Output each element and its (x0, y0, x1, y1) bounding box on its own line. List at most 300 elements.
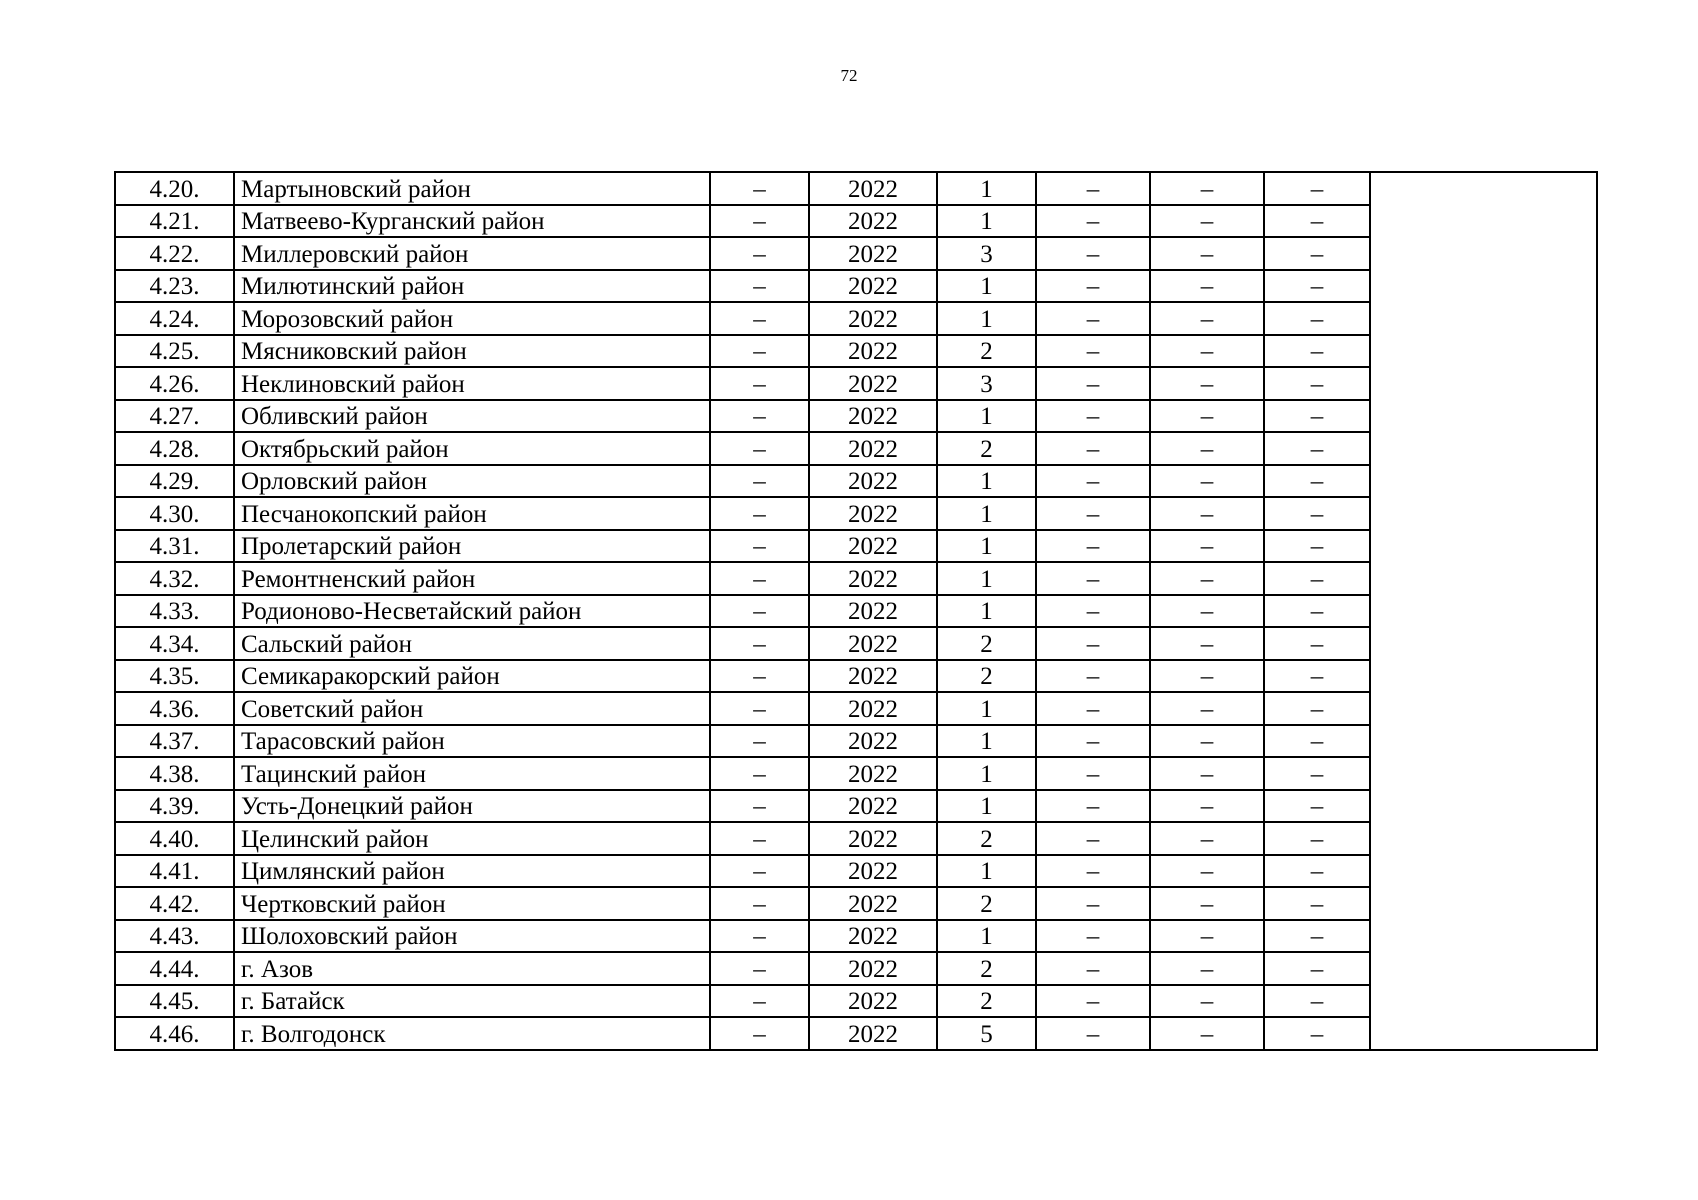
value-cell-5 (1264, 757, 1370, 790)
value-cell-3 (1036, 952, 1150, 985)
value-cell-1-text: – (753, 760, 766, 788)
value-cell-5-text: – (1310, 175, 1324, 203)
count-cell (937, 887, 1036, 920)
district-name-cell (234, 692, 710, 725)
value-cell-5 (1264, 497, 1370, 530)
value-cell-1-text: – (753, 435, 766, 463)
district-name-cell (234, 952, 710, 985)
value-cell-4 (1150, 367, 1264, 400)
value-cell-5-text: – (1310, 728, 1324, 755)
value-cell-5-text: – (1310, 403, 1324, 430)
row-number-cell-text: 4.22. (149, 240, 200, 268)
row-number-cell (115, 172, 234, 205)
value-cell-3-text: – (1086, 403, 1100, 430)
row-number-cell (115, 400, 234, 433)
value-cell-3 (1036, 855, 1150, 888)
value-cell-1 (710, 432, 809, 465)
value-cell-4 (1150, 400, 1264, 433)
year-cell (809, 335, 937, 368)
value-cell-4 (1150, 1017, 1264, 1050)
value-cell-4-text: – (1200, 500, 1214, 528)
value-cell-3 (1036, 757, 1150, 790)
row-number-cell-text: 4.20. (149, 175, 200, 203)
year-cell (809, 497, 937, 530)
value-cell-1-text: – (753, 923, 766, 950)
count-cell (937, 822, 1036, 855)
year-cell (809, 725, 937, 758)
value-cell-5 (1264, 237, 1370, 270)
value-cell-4-text: – (1200, 858, 1214, 885)
year-cell (809, 237, 937, 270)
value-cell-3 (1036, 172, 1150, 205)
value-cell-1-text: – (753, 370, 766, 398)
value-cell-5 (1264, 627, 1370, 660)
district-name-cell-text: Морозовский район (241, 305, 454, 333)
year-cell (809, 692, 937, 725)
row-number-cell-text: 4.46. (149, 1020, 200, 1048)
value-cell-4 (1150, 562, 1264, 595)
count-cell-text: 1 (980, 923, 993, 950)
value-cell-3-text: – (1086, 663, 1100, 690)
value-cell-4 (1150, 985, 1264, 1018)
value-cell-5 (1264, 790, 1370, 823)
value-cell-3 (1036, 497, 1150, 530)
value-cell-1 (710, 627, 809, 660)
row-number-cell (115, 432, 234, 465)
value-cell-1-text: – (753, 825, 766, 853)
district-name-cell (234, 790, 710, 823)
row-number-cell (115, 530, 234, 563)
district-name-cell (234, 985, 710, 1018)
count-cell-text: 2 (980, 988, 993, 1015)
value-cell-5-text: – (1310, 988, 1324, 1015)
value-cell-4 (1150, 270, 1264, 303)
value-cell-4-text: – (1200, 955, 1214, 983)
year-cell (809, 952, 937, 985)
count-cell (937, 952, 1036, 985)
value-cell-3 (1036, 692, 1150, 725)
value-cell-5-text: – (1310, 955, 1324, 983)
row-number-cell (115, 790, 234, 823)
district-name-cell-text: Чертковский район (241, 890, 446, 918)
value-cell-5-text: – (1310, 370, 1324, 398)
value-cell-4 (1150, 432, 1264, 465)
row-number-cell-text: 4.37. (149, 728, 200, 755)
value-cell-3-text: – (1086, 208, 1100, 235)
value-cell-3-text: – (1086, 988, 1100, 1015)
value-cell-4 (1150, 855, 1264, 888)
year-cell (809, 465, 937, 498)
value-cell-4-text: – (1200, 793, 1214, 820)
district-name-cell (234, 432, 710, 465)
count-cell (937, 757, 1036, 790)
year-cell-text: 2022 (848, 533, 898, 560)
district-name-cell (234, 822, 710, 855)
value-cell-3-text: – (1086, 305, 1100, 333)
row-number-cell-text: 4.36. (149, 695, 200, 723)
value-cell-1-text: – (753, 1020, 766, 1048)
row-number-cell-text: 4.35. (149, 663, 200, 690)
row-number-cell (115, 562, 234, 595)
year-cell (809, 172, 937, 205)
row-number-cell-text: 4.38. (149, 760, 200, 788)
year-cell (809, 302, 937, 335)
value-cell-1-text: – (753, 955, 766, 983)
value-cell-1 (710, 172, 809, 205)
value-cell-1 (710, 725, 809, 758)
value-cell-5-text: – (1310, 825, 1324, 853)
district-name-cell (234, 562, 710, 595)
value-cell-5-text: – (1310, 1020, 1324, 1048)
year-cell (809, 790, 937, 823)
value-cell-5-text: – (1310, 630, 1324, 658)
count-cell (937, 920, 1036, 953)
value-cell-3 (1036, 887, 1150, 920)
year-cell (809, 562, 937, 595)
year-cell-text: 2022 (848, 923, 898, 950)
row-number-cell-text: 4.34. (149, 630, 200, 658)
value-cell-1-text: – (753, 240, 766, 268)
value-cell-5 (1264, 465, 1370, 498)
count-cell (937, 367, 1036, 400)
count-cell (937, 855, 1036, 888)
value-cell-4-text: – (1200, 695, 1214, 723)
value-cell-3 (1036, 1017, 1150, 1050)
value-cell-5 (1264, 692, 1370, 725)
value-cell-5-text: – (1310, 695, 1324, 723)
value-cell-5-text: – (1310, 598, 1324, 625)
value-cell-1 (710, 270, 809, 303)
district-name-cell-text: Целинский район (241, 825, 429, 853)
value-cell-3-text: – (1086, 338, 1100, 365)
value-cell-4-text: – (1200, 403, 1214, 430)
row-number-cell (115, 335, 234, 368)
count-cell (937, 172, 1036, 205)
count-cell (937, 692, 1036, 725)
value-cell-1 (710, 952, 809, 985)
year-cell-text: 2022 (848, 630, 898, 658)
district-name-cell-text: Матвеево-Курганский район (241, 208, 545, 235)
count-cell (937, 497, 1036, 530)
count-cell-text: 1 (980, 533, 993, 560)
district-name-cell-text: Тацинский район (241, 760, 426, 788)
year-cell-text: 2022 (848, 338, 898, 365)
value-cell-5-text: – (1310, 240, 1324, 268)
count-cell-text: 1 (980, 305, 993, 333)
district-name-cell (234, 595, 710, 628)
row-number-cell (115, 692, 234, 725)
value-cell-4-text: – (1200, 760, 1214, 788)
value-cell-3 (1036, 270, 1150, 303)
year-cell (809, 1017, 937, 1050)
value-cell-5 (1264, 530, 1370, 563)
year-cell-text: 2022 (848, 728, 898, 755)
value-cell-1 (710, 367, 809, 400)
value-cell-1-text: – (753, 890, 766, 918)
value-cell-5 (1264, 302, 1370, 335)
district-name-cell (234, 757, 710, 790)
year-cell-text: 2022 (848, 858, 898, 885)
value-cell-5 (1264, 595, 1370, 628)
value-cell-5-text: – (1310, 565, 1324, 593)
count-cell-text: 2 (980, 338, 993, 365)
value-cell-5 (1264, 432, 1370, 465)
district-name-cell-text: Мартыновский район (241, 175, 471, 203)
value-cell-3-text: – (1086, 793, 1100, 820)
value-cell-4 (1150, 822, 1264, 855)
district-name-cell-text: Усть-Донецкий район (241, 793, 473, 820)
count-cell (937, 335, 1036, 368)
value-cell-5 (1264, 660, 1370, 693)
year-cell-text: 2022 (848, 500, 898, 528)
district-name-cell (234, 205, 710, 238)
value-cell-3-text: – (1086, 565, 1100, 593)
value-cell-4 (1150, 920, 1264, 953)
value-cell-5-text: – (1310, 858, 1324, 885)
value-cell-4-text: – (1200, 208, 1214, 235)
value-cell-4-text: – (1200, 728, 1214, 755)
value-cell-1 (710, 302, 809, 335)
value-cell-1 (710, 790, 809, 823)
value-cell-3 (1036, 725, 1150, 758)
count-cell-text: 2 (980, 435, 993, 463)
year-cell-text: 2022 (848, 955, 898, 983)
row-number-cell (115, 660, 234, 693)
value-cell-1 (710, 757, 809, 790)
count-cell-text: 1 (980, 208, 993, 235)
row-number-cell (115, 367, 234, 400)
district-name-cell-text: г. Батайск (241, 988, 345, 1015)
row-number-cell (115, 302, 234, 335)
district-name-cell (234, 530, 710, 563)
district-name-cell (234, 855, 710, 888)
value-cell-5 (1264, 855, 1370, 888)
value-cell-5 (1264, 725, 1370, 758)
value-cell-3-text: – (1086, 435, 1100, 463)
data-table (114, 171, 1598, 1051)
district-name-cell (234, 172, 710, 205)
value-cell-1 (710, 595, 809, 628)
row-number-cell-text: 4.39. (149, 793, 200, 820)
count-cell-text: 1 (980, 793, 993, 820)
district-name-cell-text: Песчанокопский район (241, 500, 487, 528)
count-cell (937, 530, 1036, 563)
value-cell-3-text: – (1086, 955, 1100, 983)
year-cell-text: 2022 (848, 565, 898, 593)
value-cell-5 (1264, 562, 1370, 595)
value-cell-4-text: – (1200, 273, 1214, 300)
value-cell-4-text: – (1200, 565, 1214, 593)
count-cell-text: 1 (980, 858, 993, 885)
value-cell-1-text: – (753, 663, 766, 690)
value-cell-3 (1036, 822, 1150, 855)
count-cell-text: 1 (980, 565, 993, 593)
row-number-cell (115, 985, 234, 1018)
value-cell-1 (710, 465, 809, 498)
value-cell-3-text: – (1086, 890, 1100, 918)
count-cell (937, 465, 1036, 498)
value-cell-4 (1150, 465, 1264, 498)
year-cell (809, 367, 937, 400)
year-cell-text: 2022 (848, 468, 898, 495)
district-name-cell-text: г. Волгодонск (241, 1020, 386, 1048)
value-cell-4 (1150, 692, 1264, 725)
district-name-cell-text: Цимлянский район (241, 858, 445, 885)
value-cell-5 (1264, 400, 1370, 433)
year-cell-text: 2022 (848, 1020, 898, 1048)
value-cell-1 (710, 920, 809, 953)
value-cell-4 (1150, 205, 1264, 238)
count-cell (937, 270, 1036, 303)
value-cell-3 (1036, 985, 1150, 1018)
value-cell-1-text: – (753, 695, 766, 723)
count-cell (937, 790, 1036, 823)
value-cell-4-text: – (1200, 338, 1214, 365)
count-cell (937, 1017, 1036, 1050)
value-cell-3-text: – (1086, 468, 1100, 495)
value-cell-1-text: – (753, 273, 766, 300)
count-cell-text: 1 (980, 273, 993, 300)
value-cell-1 (710, 887, 809, 920)
value-cell-5 (1264, 335, 1370, 368)
value-cell-1-text: – (753, 533, 766, 560)
table-row (115, 172, 1597, 205)
value-cell-3 (1036, 237, 1150, 270)
value-cell-3-text: – (1086, 273, 1100, 300)
value-cell-4 (1150, 627, 1264, 660)
year-cell-text: 2022 (848, 208, 898, 235)
value-cell-3-text: – (1086, 1020, 1100, 1048)
count-cell-text: 2 (980, 663, 993, 690)
year-cell-text: 2022 (848, 305, 898, 333)
count-cell (937, 205, 1036, 238)
year-cell (809, 660, 937, 693)
value-cell-4-text: – (1200, 240, 1214, 268)
value-cell-4 (1150, 237, 1264, 270)
value-cell-3-text: – (1086, 695, 1100, 723)
count-cell-text: 2 (980, 955, 993, 983)
count-cell (937, 595, 1036, 628)
year-cell-text: 2022 (848, 890, 898, 918)
value-cell-1-text: – (753, 630, 766, 658)
year-cell-text: 2022 (848, 175, 898, 203)
row-number-cell-text: 4.40. (149, 825, 200, 853)
value-cell-5 (1264, 920, 1370, 953)
value-cell-1 (710, 660, 809, 693)
value-cell-5-text: – (1310, 305, 1324, 333)
value-cell-1-text: – (753, 468, 766, 495)
table-body (115, 172, 1597, 1050)
district-name-cell (234, 920, 710, 953)
district-name-cell-text: Родионово-Несветайский район (241, 598, 582, 625)
district-name-cell-text: Милютинский район (241, 273, 465, 300)
count-cell (937, 660, 1036, 693)
value-cell-1-text: – (753, 305, 766, 333)
merged-empty-cell (1370, 172, 1597, 1050)
row-number-cell (115, 627, 234, 660)
row-number-cell-text: 4.43. (149, 923, 200, 950)
district-name-cell (234, 660, 710, 693)
value-cell-3-text: – (1086, 533, 1100, 560)
year-cell (809, 757, 937, 790)
row-number-cell-text: 4.21. (149, 208, 200, 235)
value-cell-3 (1036, 920, 1150, 953)
value-cell-4 (1150, 172, 1264, 205)
page-number: 72 (840, 66, 858, 85)
value-cell-3-text: – (1086, 858, 1100, 885)
count-cell-text: 1 (980, 500, 993, 528)
count-cell-text: 1 (980, 760, 993, 788)
value-cell-3-text: – (1086, 370, 1100, 398)
value-cell-1 (710, 1017, 809, 1050)
value-cell-4-text: – (1200, 630, 1214, 658)
value-cell-3 (1036, 432, 1150, 465)
value-cell-3 (1036, 562, 1150, 595)
year-cell-text: 2022 (848, 825, 898, 853)
row-number-cell (115, 887, 234, 920)
value-cell-5 (1264, 985, 1370, 1018)
year-cell-text: 2022 (848, 240, 898, 268)
district-name-cell (234, 465, 710, 498)
value-cell-3-text: – (1086, 760, 1100, 788)
value-cell-3-text: – (1086, 240, 1100, 268)
value-cell-4 (1150, 790, 1264, 823)
count-cell-text: 1 (980, 403, 993, 430)
value-cell-4-text: – (1200, 825, 1214, 853)
row-number-cell-text: 4.31. (149, 533, 200, 560)
value-cell-4 (1150, 725, 1264, 758)
value-cell-4-text: – (1200, 533, 1214, 560)
row-number-cell-text: 4.24. (149, 305, 200, 333)
row-number-cell (115, 595, 234, 628)
value-cell-5-text: – (1310, 435, 1324, 463)
value-cell-3-text: – (1086, 598, 1100, 625)
value-cell-5 (1264, 952, 1370, 985)
value-cell-5 (1264, 887, 1370, 920)
value-cell-3 (1036, 205, 1150, 238)
value-cell-1-text: – (753, 793, 766, 820)
year-cell-text: 2022 (848, 273, 898, 300)
value-cell-1 (710, 205, 809, 238)
district-name-cell-text: Ремонтненский район (241, 565, 476, 593)
value-cell-4 (1150, 530, 1264, 563)
value-cell-1-text: – (753, 403, 766, 430)
count-cell-text: 2 (980, 825, 993, 853)
district-name-cell-text: Миллеровский район (241, 240, 469, 268)
value-cell-4-text: – (1200, 923, 1214, 950)
row-number-cell (115, 237, 234, 270)
district-name-cell-text: Обливский район (241, 403, 428, 430)
row-number-cell-text: 4.32. (149, 565, 200, 593)
row-number-cell (115, 205, 234, 238)
value-cell-5-text: – (1310, 500, 1324, 528)
value-cell-1-text: – (753, 208, 766, 235)
count-cell-text: 2 (980, 890, 993, 918)
value-cell-3 (1036, 367, 1150, 400)
count-cell-text: 1 (980, 468, 993, 495)
count-cell (937, 302, 1036, 335)
value-cell-3-text: – (1086, 825, 1100, 853)
year-cell (809, 822, 937, 855)
district-name-cell (234, 367, 710, 400)
district-name-cell (234, 400, 710, 433)
count-cell-text: 3 (980, 240, 993, 268)
value-cell-1 (710, 530, 809, 563)
district-name-cell (234, 887, 710, 920)
district-name-cell-text: Сальский район (241, 630, 412, 658)
district-name-cell-text: Пролетарский район (241, 533, 462, 560)
value-cell-5-text: – (1310, 923, 1324, 950)
